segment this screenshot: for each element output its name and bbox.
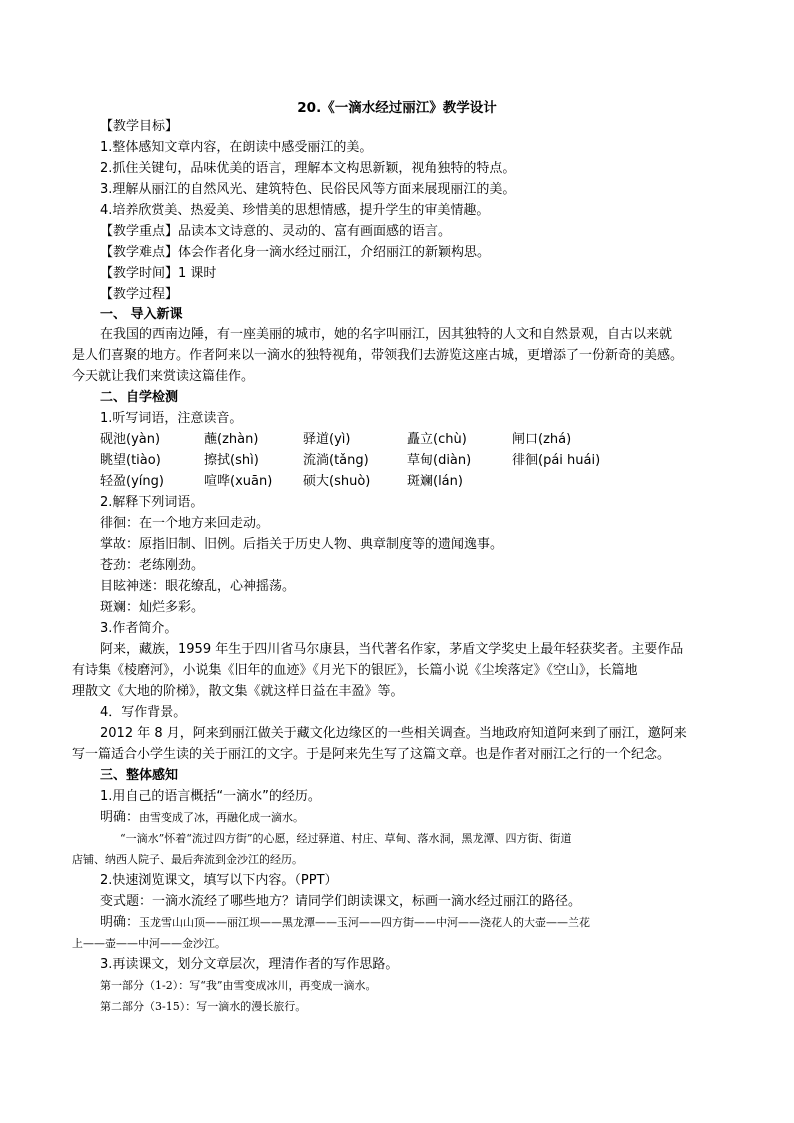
word-item: 斑斓(lán) (407, 474, 463, 489)
word-row (100, 451, 700, 471)
answer-label: 明确： (100, 915, 140, 930)
paragraph-line: 今天就让我们来赏读这篇佳作。 (72, 369, 255, 384)
word-item: 驿道(yì) (303, 432, 351, 447)
word-item: 硕大(shuò) (303, 474, 371, 489)
word-item: 擦拭(shì) (204, 453, 259, 468)
difficulty-label: 【教学难点】 (100, 245, 179, 260)
word-item: 矗立(chù) (407, 432, 467, 447)
process-heading: 【教学过程】 (100, 287, 179, 302)
answer (100, 913, 590, 933)
definition: 苍劲：老练刚劲。 (100, 558, 205, 573)
definition: 徘徊：在一个地方来回走动。 (100, 516, 270, 531)
section-heading: 三、整体感知 (100, 768, 179, 783)
word-item: 流淌(tǎng) (303, 453, 369, 468)
difficulty-text: 体会作者化身一滴水经过丽江，介绍丽江的新颖构思。 (178, 245, 491, 260)
key-point (100, 222, 451, 242)
part-item: 第二部分（3-15）：写一滴水的漫长旅行。 (100, 1000, 307, 1013)
section-heading: 二、自学检测 (100, 390, 179, 405)
question: 2.快速浏览课文，填写以下内容。（PPT） (100, 873, 338, 888)
time-label: 【教学时间】 (100, 266, 179, 281)
question: 3.作者简介。 (100, 621, 178, 636)
difficulty (100, 243, 490, 263)
paragraph-line: 是人们喜聚的地方。作者阿来以一滴水的独特视角，带领我们去游览这座古城，更增添了一份新奇的美感。 (72, 348, 684, 363)
time-text: 1 课时 (178, 266, 217, 281)
answer-text: 玉龙雪山山顶——丽江坝——黑龙潭——玉河——四方街——中河——浇花人的大壶——兰花 (139, 916, 591, 929)
paragraph-line: 2012 年 8 月，阿来到丽江做关于藏文化边缘区的一些相关调查。当地政府知道阿来到了丽江，邀阿来 (100, 726, 687, 741)
word-item: 闸口(zhá) (512, 432, 572, 447)
definition: 目眩神迷：眼花缭乱，心神摇荡。 (100, 579, 296, 594)
word-item: 眺望(tiào) (100, 453, 161, 468)
section-heading: 一、 导入新课 (100, 307, 183, 322)
goal-item: 1.整体感知文章内容，在朗读中感受丽江的美。 (100, 140, 373, 155)
word-item: 蘸(zhàn) (204, 432, 259, 447)
paragraph-line: 在我国的西南边陲，有一座美丽的城市，她的名字叫丽江，因其独特的人文和自然景观，自古以来就 (100, 327, 673, 342)
question: 4．写作背景。 (100, 705, 187, 720)
definition: 斑斓：灿烂多彩。 (100, 600, 205, 615)
word-item: 草甸(diàn) (407, 453, 472, 468)
answer-text: 上——壶——中河——金沙江。 (72, 937, 226, 950)
goal-item: 3.理解从丽江的自然风光、建筑特色、民俗民风等方面来展现丽江的美。 (100, 182, 516, 197)
word-item: 喧哗(xuān) (204, 474, 273, 489)
goal-item: 2.抓住关键句，品味优美的语言，理解本文构思新颖，视角独特的特点。 (100, 161, 516, 176)
answer-label: 明确： (100, 810, 140, 825)
question: 2.解释下列词语。 (100, 495, 204, 510)
question-variant: 变式题：一滴水流经了哪些地方？请同学们朗读课文，标画一滴水经过丽江的路径。 (100, 894, 582, 909)
paragraph-line: 理散文《大地的阶梯》，散文集《就这样日益在丰盈》等。 (72, 684, 404, 699)
word-row (100, 430, 700, 450)
paragraph-line: 写一篇适合小学生读的关于丽江的文字。于是阿来先生写了这篇文章。也是作者对丽江之行的一个纪念。 (72, 747, 671, 762)
answer-detail: “一滴水”怀着“流过四方街”的心愿，经过驿道、村庄、草甸、落水洞，黑龙潭、四方街、街道 (120, 832, 572, 845)
word-row (100, 472, 700, 492)
part-item: 第一部分（1-2）：写“我”由雪变成冰川，再变成一滴水。 (100, 979, 377, 992)
key-point-label: 【教学重点】 (100, 224, 179, 239)
definition: 掌故：原指旧制、旧例。后指关于历史人物、典章制度等的遗闻逸事。 (100, 537, 504, 552)
teaching-goals-heading: 【教学目标】 (100, 119, 179, 134)
word-item: 轻盈(yíng) (100, 474, 164, 489)
paragraph-line: 有诗集《棱磨河》，小说集《旧年的血迹》《月光下的银匠》，长篇小说《尘埃落定》《空山》，长篇地 (72, 663, 638, 678)
goal-item: 4.培养欣赏美、热爱美、珍惜美的思想情感，提升学生的审美情趣。 (100, 203, 490, 218)
word-item: 徘徊(pái huái) (512, 453, 601, 468)
question: 1.听写词语，注意读音。 (100, 411, 243, 426)
answer (100, 808, 304, 828)
answer-detail: 店铺、纳西人院子、最后奔流到金沙江的经历。 (72, 853, 303, 866)
question: 3.再读课文，划分文章层次，理清作者的写作思路。 (100, 957, 399, 972)
question: 1.用自己的语言概括“一滴水”的经历。 (100, 789, 321, 804)
paragraph-line: 阿来，藏族，1959 年生于四川省马尔康县，当代著名作家，茅盾文学奖史上最年轻获奖者。主要作品 (100, 642, 684, 657)
key-point-text: 品读本文诗意的、灵动的、富有画面感的语言。 (178, 224, 452, 239)
answer-text: 由雪变成了冰，再融化成一滴水。 (139, 811, 305, 824)
document-title: 20.《一滴水经过丽江》教学设计 (297, 100, 497, 116)
teaching-time (100, 264, 216, 284)
word-item: 砚池(yàn) (100, 432, 161, 447)
